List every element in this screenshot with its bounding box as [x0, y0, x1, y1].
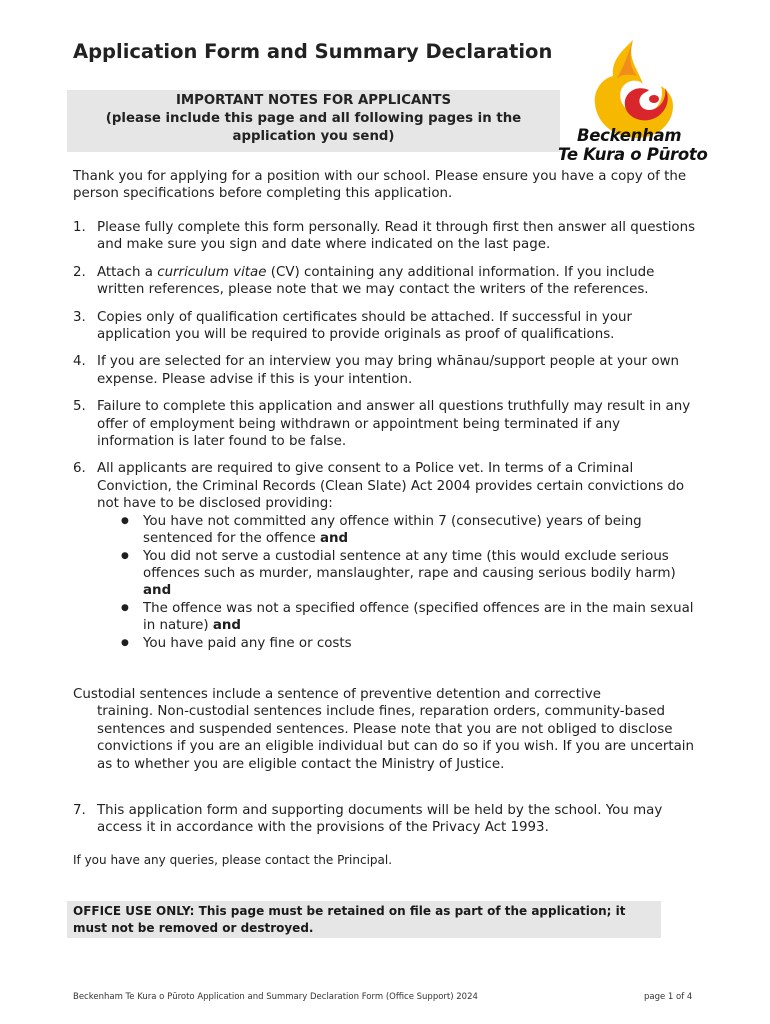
list-item: [73, 353, 698, 388]
item-text: (CV) containing any additional information. If you include written references, please note that we may contact the writers of the references.: [97, 264, 655, 298]
bullet-item: [119, 548, 698, 600]
bullet-text: You have not committed any offence within 7 (consecutive) years of being sentenced for the offence: [143, 513, 642, 547]
list-item: [73, 219, 698, 254]
queries-note: If you have any queries, please contact the Principal.: [73, 853, 393, 867]
bullet-bold: and: [319, 531, 349, 547]
item-number: 1.: [73, 220, 86, 235]
item-number: 5.: [73, 399, 86, 415]
item-number: 4.: [73, 354, 86, 370]
bullet-item: [119, 635, 698, 652]
item-number: 3.: [73, 309, 86, 325]
footer-title: Beckenham Te Kura o Pūroto Application and Summary Declaration Form (Office Support) 2024: [73, 992, 478, 1002]
logo-name-line2: Te Kura o Pūroto: [558, 145, 708, 164]
item-number: 6.: [73, 461, 86, 477]
instructions-list: [73, 219, 698, 662]
item-text: If you are selected for an interview you may bring whānau/support people at your own expense. Please advise if this is your intention.: [97, 354, 680, 387]
item-text: All applicants are required to give consent to a Police vet. In terms of a Criminal Conviction, the Criminal Records (Clean Slate) Act 2004 provides certain convictions do not have to be disclosed providing:: [97, 461, 685, 512]
item-text: Attach a: [97, 264, 158, 280]
bullet-item: [119, 600, 698, 635]
item-text: Please fully complete this form personally. Read it through first then answer all questions and make sure you sign and date where indicated on the last page.: [97, 220, 696, 253]
bullet-bold: and: [143, 583, 172, 599]
notes-line-3: application you send): [232, 129, 395, 144]
important-notes-box: [67, 90, 560, 152]
list-item: [73, 264, 698, 299]
page-title: Application Form and Summary Declaration: [73, 40, 553, 63]
item-text: Failure to complete this application and answer all questions truthfully may result in any offer of employment being withdrawn or appointment being terminated if any information is later found to be false.: [97, 399, 691, 450]
bullet-text: You have paid any fine or costs: [143, 635, 352, 651]
bullet-text: The offence was not a specified offence (specified offences are in the main sexual in nature): [143, 600, 694, 634]
list-item-7: [73, 802, 698, 837]
item-text: Copies only of qualification certificates should be attached. If successful in your application you will be required to provide originals as proof of qualifications.: [97, 309, 632, 343]
office-use-box: OFFICE USE ONLY: This page must be retained on file as part of the application; it must not be removed or destroyed.: [67, 901, 661, 938]
custodial-paragraph: [73, 686, 698, 773]
notes-heading: IMPORTANT NOTES FOR APPLICANTS: [175, 93, 452, 108]
bullet-bold: and: [212, 618, 241, 634]
item-number: 7.: [73, 803, 86, 818]
bullet-item: [119, 513, 698, 548]
page-number: page 1 of 4: [644, 992, 693, 1002]
bullet-text: You did not serve a custodial sentence at any time (this would exclude serious offences such as murder, manslaughter, rape and causing serious bodily harm): [143, 548, 676, 581]
item-italic-text: curriculum vitae: [157, 264, 267, 280]
item-text: This application form and supporting documents will be held by the school. You may access it in accordance with the provisions of the Privacy Act 1993.: [97, 803, 663, 836]
item-number: 2.: [73, 264, 86, 280]
list-item: [73, 309, 698, 344]
conditions-list: [97, 513, 698, 652]
notes-line-2: (please include this page and all following pages in the: [105, 111, 522, 126]
list-item: [73, 460, 698, 651]
intro-paragraph: Thank you for applying for a position with our school. Please ensure you have a copy of the person specifications before completing this application.: [73, 169, 687, 202]
logo-name-line1: Beckenham: [577, 126, 682, 145]
custodial-rest: training. Non-custodial sentences include fines, reparation orders, community-based sentences and suspended sentences. Please note that you are not obliged to disclose convictions if you are an eligible individual but can do so if you wish. If you are uncertain as to whether you are eligible contact the Ministry of Justice.: [97, 704, 695, 772]
custodial-first-line: Custodial sentences include a sentence of preventive detention and corrective: [73, 687, 601, 702]
list-item: [73, 398, 698, 450]
